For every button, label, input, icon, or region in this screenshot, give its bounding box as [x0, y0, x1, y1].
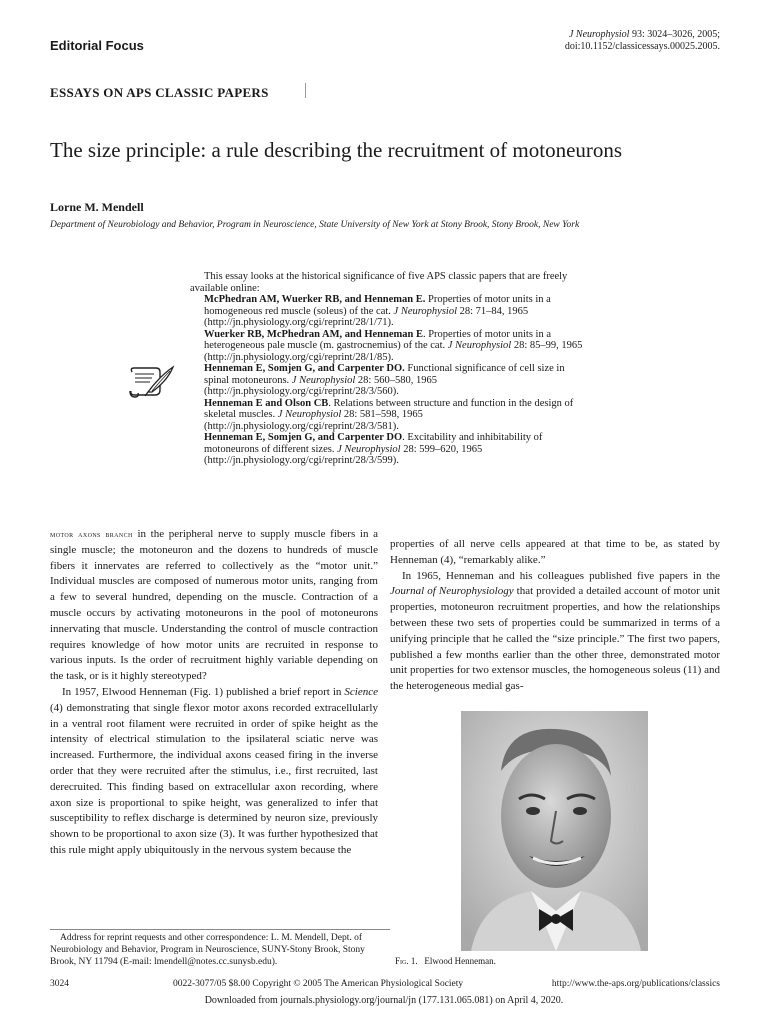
- reference-item: [190, 294, 583, 329]
- publisher-url[interactable]: http://www.the-aps.org/publications/classics: [551, 979, 720, 989]
- series-title: ESSAYS ON APS CLASSIC PAPERS: [50, 85, 269, 100]
- series-divider: [305, 83, 306, 98]
- figure-caption-text: Elwood Henneman.: [424, 956, 496, 966]
- correspondence-footnote: Address for reprint requests and other correspondence: L. M. Mendell, Dept. of Neurobiology and Behavior, Program in Neuroscience, SUNY-Stony Brook, Stony Brook, NY 11794 (E-mail: lmendell@notes.cc.sunysb.edu).: [50, 933, 365, 967]
- reference-link[interactable]: 28: 71–84, 1965 (http://jn.physiology.org/cgi/reprint/28/1/71).: [204, 305, 529, 328]
- article-title: The size principle: a rule describing the recruitment of motoneurons: [50, 138, 623, 162]
- reference-link[interactable]: 28: 85–99, 1965 (http://jn.physiology.org/cgi/reprint/28/1/85).: [204, 340, 583, 363]
- citation-volume: 93: 3024–3026, 2005;: [629, 29, 720, 40]
- paragraph: [390, 569, 720, 695]
- figure-caption: [395, 956, 496, 966]
- reference-item: [190, 432, 583, 467]
- doi[interactable]: doi:10.1152/classicessays.00025.2005.: [564, 41, 720, 52]
- reference-journal: J Neurophysiol: [291, 374, 356, 386]
- reference-journal: J Neurophysiol: [337, 443, 401, 455]
- download-notice: Downloaded from journals.physiology.org/journal/jn (177.131.065.081) on April 4, 2020.: [204, 995, 564, 1006]
- paragraph: [50, 685, 378, 859]
- reference-link[interactable]: 28: 560–580, 1965 (http://jn.physiology.org/cgi/reprint/28/3/560).: [204, 374, 437, 397]
- body-column-left: [50, 527, 378, 859]
- reference-item: [190, 329, 583, 364]
- author-affiliation: Department of Neurobiology and Behavior, Program in Neuroscience, State University of New York at Stony Brook, Stony Brook, New York: [50, 220, 580, 230]
- figure-label: Fig. 1.: [395, 956, 418, 966]
- reference-authors: McPhedran AM, Wuerker RB, and Henneman E.: [204, 294, 426, 305]
- intro-abstract: [190, 271, 583, 467]
- reference-item: [190, 363, 583, 398]
- paragraph-text: In 1965, Henneman and his colleagues published five papers in the: [402, 569, 720, 582]
- reference-title: Functional significance of cell size in spinal motoneurons.: [204, 363, 565, 386]
- paragraph-text: (4) demonstrating that single flexor motor axons recorded extracellularly in a ventral root filament were recruited in order of spike height as the intensity of electrical stimulation to the ipsilateral sciatic nerve was increased. Furthermore, the individual axons ceased firing in the inverse order that they were recruited after the stimulus, i.e., first recruited, last derecruited. This finding based on extracellular axon recording, where axon size is proportional to spike height, was generalized to infer that susceptibility to reflex discharge is determined by neuron size, previously shown to be proportional to axon size (3). It was further hypothesized that this rule might apply ubiquitously in the nervous system because the: [50, 701, 378, 856]
- paragraph: [50, 527, 378, 685]
- journal-name: J Neurophysiol: [568, 29, 630, 40]
- reference-title: Properties of motor units in a homogeneous red muscle (soleus) of the cat.: [204, 294, 551, 317]
- paragraph-text: that provided a detailed account of motor unit properties, motoneuron recruitment properties, and how the relationships between these two sets of properties could be summarized in terms of a unifying principle that he called the “size principle.” The first two papers, published a few months earlier than the other three, demonstrated motor unit properties for two extensor muscles, the homogeneous soleus (11) and the heterogeneous medial gas-: [390, 585, 720, 693]
- reference-journal: J Neurophysiol: [447, 340, 512, 351]
- paragraph: properties of all nerve cells appeared at that time to be, as stated by Henneman (4), “remarkably alike.”: [390, 538, 720, 566]
- opening-smallcaps: motor axons branch: [50, 529, 133, 539]
- author-name: Lorne M. Mendell: [50, 200, 144, 214]
- reference-title: . Relations between structure and function in the design of skeletal muscles.: [204, 397, 574, 420]
- intro-lead: This essay looks at the historical significance of five APS classic papers that are freely available online:: [190, 271, 568, 294]
- reference-journal: J Neurophysiol: [277, 409, 342, 420]
- reference-item: [190, 398, 583, 433]
- reference-authors: Henneman E and Olson CB: [204, 397, 329, 409]
- reference-title: . Properties of motor units in a heterogeneous pale muscle (m. gastrocnemius) of the cat.: [204, 328, 551, 351]
- section-label: Editorial Focus: [50, 38, 144, 53]
- reference-link[interactable]: 28: 599–620, 1965 (http://jn.physiology.org/cgi/reprint/28/3/599).: [204, 443, 483, 466]
- reference-journal: J Neurophysiol: [393, 305, 458, 317]
- citation: [565, 29, 720, 53]
- reference-authors: Henneman E, Somjen G, and Carpenter DO: [204, 432, 403, 443]
- body-column-right: [390, 537, 720, 695]
- paragraph-text: in the peripheral nerve to supply muscle fibers in a single muscle; the motoneuron and the dozens to hundreds of muscle fibers it innervates are referred to collectively as the “motor unit.” Individual muscles are composed of numerous motor units, ranging from a few to several hundred, depending on the muscle. Contraction of a muscle occurs by activating motoneurons in the pool of motoneurons innervating that muscle. Understanding the control of muscle contraction requires knowledge of how motor units are recruited in response to various inputs. Is the order of recruitment highly variable depending on the task, or is it highly stereotyped?: [50, 528, 379, 683]
- reference-title: . Excitability and inhibitability of motoneurons of different sizes.: [204, 432, 543, 455]
- footnote-rule: [50, 929, 390, 930]
- quill-pen-icon: [126, 364, 176, 400]
- reference-link[interactable]: 28: 581–598, 1965 (http://jn.physiology.org/cgi/reprint/28/3/581).: [204, 409, 423, 432]
- journal-italic: Journal of Neurophysiology: [390, 585, 514, 598]
- copyright: 0022-3077/05 $8.00 Copyright © 2005 The American Physiological Society: [173, 979, 464, 989]
- paragraph-text: In 1957, Elwood Henneman (Fig. 1) published a brief report in: [62, 685, 345, 698]
- figure-photo: [461, 711, 648, 951]
- page-number: 3024: [50, 979, 69, 989]
- reference-authors: Henneman E, Somjen G, and Carpenter DO.: [204, 363, 405, 374]
- journal-italic: Science: [344, 685, 378, 698]
- reference-authors: Wuerker RB, McPhedran AM, and Henneman E: [204, 328, 423, 340]
